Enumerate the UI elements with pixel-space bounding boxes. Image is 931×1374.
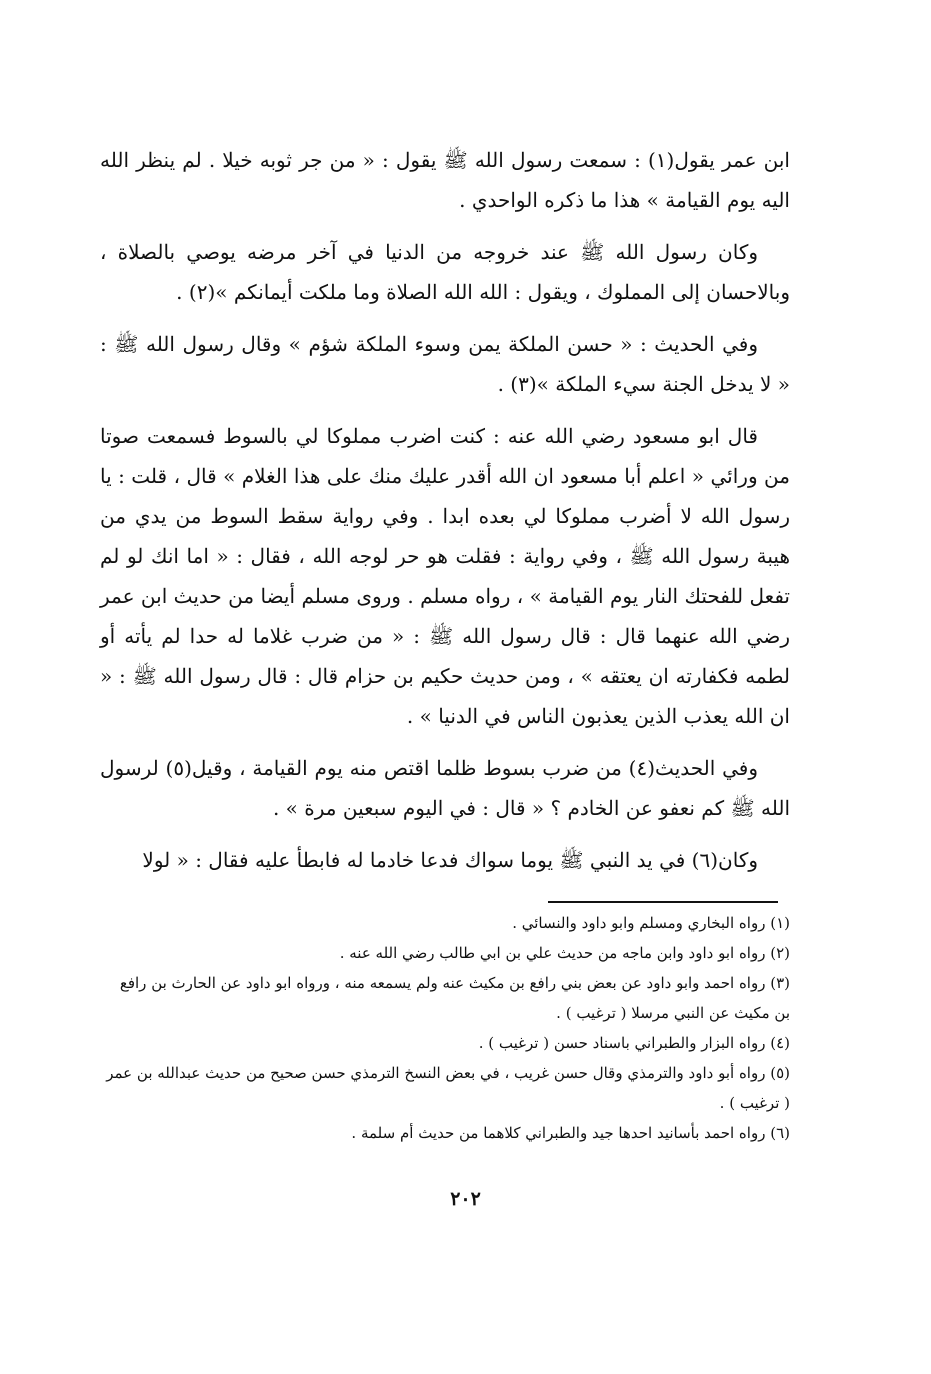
footnote-4: (٤) رواه البزار والطبراني باسناد حسن ( ترغيب ) .: [478, 1034, 790, 1052]
footnote-5: (٥) رواه أبو داود والترمذي وقال حسن غريب ، في بعض النسخ الترمذي حسن صحيح من حديث عبدالله بن عمر ( ترغيب ) .: [106, 1064, 790, 1112]
paragraph-1: ابن عمر يقول(١) : سمعت رسول الله ﷺ يقول : « من جر ثوبه خيلا . لم ينظر الله اليه يوم القيامة » هذا ما ذكره الواحدي .: [100, 148, 790, 212]
paragraph-3: وفي الحديث : « حسن الملكة يمن وسوء الملكة شؤم » وقال رسول الله ﷺ : « لا يدخل الجنة سيء الملكة »(٣) .: [100, 332, 790, 396]
footnotes: [100, 908, 790, 1148]
paragraph-6: وكان(٦) في يد النبي ﷺ يوما سواك فدعا خادما له فابطأ عليه فقال : « لولا: [142, 848, 758, 872]
paragraph-4: قال ابو مسعود رضي الله عنه : كنت اضرب مملوكا لي بالسوط فسمعت صوتا من ورائي « اعلم أبا مسعود ان الله أقدر عليك منك على هذا الغلام » قال ، قلت : يا رسول الله لا أضرب مملوكا لي بعده ابدا . وفي رواية سقط السوط من يدي من هيبة رسول الله ﷺ ، وفي رواية : فقلت هو حر لوجه الله ، فقال : « اما انك لو لم تفعل للفحتك النار يوم القيامة » ، رواه مسلم . وروى مسلم أيضا من حديث ابن عمر رضي الله عنهما قال : قال رسول الله ﷺ : « من ضرب غلاما له حدا لم يأته أو لطمه فكفارته ان يعتقه » ، ومن حديث حكيم بن حزام قال : قال رسول الله ﷺ : « ان الله يعذب الذين يعذبون الناس في الدنيا » .: [100, 424, 790, 728]
page-number: ٢٠٢: [450, 1188, 481, 1210]
main-text: [100, 140, 790, 892]
paragraph-2: وكان رسول الله ﷺ عند خروجه من الدنيا في آخر مرضه يوصي بالصلاة ، وبالاحسان إلى المملوك ، ويقول : الله الله الصلاة وما ملكت أيمانكم »(٢) .: [100, 240, 790, 304]
footnote-divider: [548, 901, 778, 903]
footnote-1: (١) رواه البخاري ومسلم وابو داود والنسائي .: [512, 914, 790, 932]
footnote-6: (٦) رواه احمد بأسانيد احدها جيد والطبراني كلاهما من حديث أم سلمة .: [351, 1124, 790, 1142]
footnote-3: (٣) رواه احمد وابو داود عن بعض بني رافع بن مكيث عنه ولم يسمعه منه ، ورواه ابو داود عن الحارث بن رافع بن مكيث عن النبي مرسلا ( ترغيب ) .: [119, 974, 790, 1022]
paragraph-5: وفي الحديث(٤) من ضرب بسوط ظلما اقتص منه يوم القيامة ، وقيل(٥) لرسول الله ﷺ كم نعفو عن الخادم ؟ « قال : في اليوم سبعين مرة » .: [100, 756, 790, 820]
footnote-2: (٢) رواه ابو داود وابن ماجه من حديث علي بن ابي طالب رضي الله عنه .: [339, 944, 790, 962]
